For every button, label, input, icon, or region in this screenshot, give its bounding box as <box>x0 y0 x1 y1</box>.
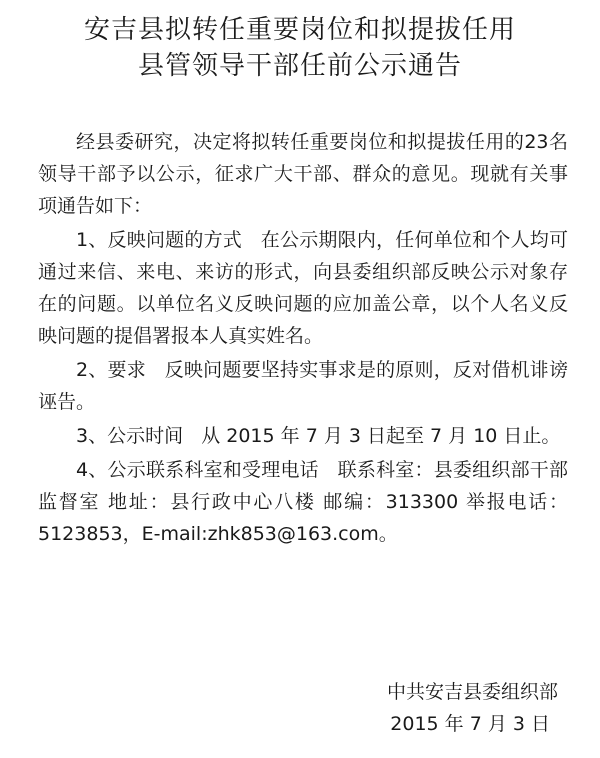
item-period <box>38 420 568 452</box>
title-line-2: 县管领导干部任前公示通告 <box>137 51 462 81</box>
item-requirement-text: 反映问题要坚持实事求是的原则，反对借机诽谤诬告。 <box>38 359 568 413</box>
item-period-text: 从 2015 年 7 月 3 日起至 7 月 10 日止。 <box>201 425 561 447</box>
item-requirement <box>38 354 568 418</box>
notice-title <box>0 0 600 84</box>
item-contact-text: 联系科室：县委组织部干部监督室 地址：县行政中心八楼 邮编：313300 举报电话：5123853，E-mail:zhk853@163.com。 <box>38 459 568 545</box>
item-requirement-heading: 2、要求 <box>76 359 146 381</box>
signature-block <box>387 676 558 740</box>
title-line-1: 安吉县拟转任重要岗位和拟提拔任用 <box>83 15 516 45</box>
item-method-text: 在公示期限内，任何单位和个人均可通过来信、来电、来访的形式，向县委组织部反映公示对象存在的问题。以单位名义反映问题的应加盖公章，以个人名义反映问题的提倡署报本人真实姓名。 <box>38 229 568 347</box>
notice-body <box>38 126 568 552</box>
item-method-heading: 1、反映问题的方式 <box>76 229 243 251</box>
item-contact-heading: 4、公示联系科室和受理电话 <box>76 459 319 481</box>
item-contact <box>38 454 568 550</box>
signature-date: 2015 年 7 月 3 日 <box>390 713 550 735</box>
intro-paragraph: 经县委研究，决定将拟转任重要岗位和拟提拔任用的23名领导干部予以公示，征求广大干部、群众的意见。现就有关事项通告如下： <box>38 131 568 217</box>
item-period-heading: 3、公示时间 <box>76 425 184 447</box>
signature-organization: 中共安吉县委组织部 <box>386 681 558 703</box>
item-method <box>38 224 568 352</box>
